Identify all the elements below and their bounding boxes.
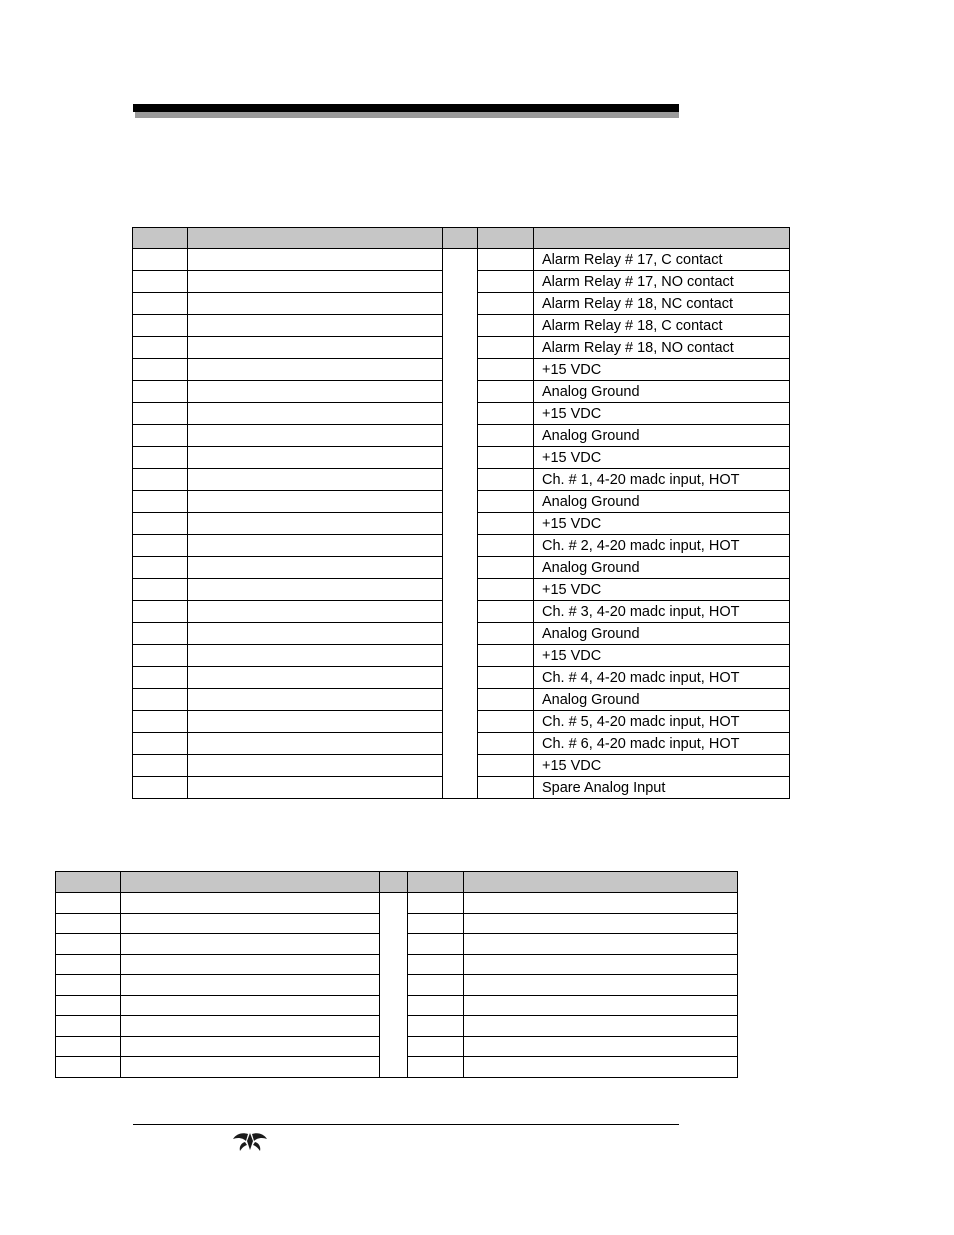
table-cell <box>478 315 534 337</box>
table-cell <box>478 293 534 315</box>
header-rule <box>133 104 679 112</box>
table-row <box>133 337 790 359</box>
gap-cell <box>380 913 408 934</box>
gap-cell <box>443 491 478 513</box>
table-row <box>133 689 790 711</box>
table-cell <box>478 755 534 777</box>
table-cell <box>478 689 534 711</box>
description-cell <box>464 975 738 996</box>
table-row <box>133 513 790 535</box>
gap-cell <box>380 1057 408 1078</box>
table-cell <box>478 733 534 755</box>
table-row <box>133 315 790 337</box>
description-cell <box>464 1016 738 1037</box>
header-cell <box>56 872 121 893</box>
table-row <box>56 1036 738 1057</box>
gap-cell <box>380 954 408 975</box>
table-cell <box>408 1036 464 1057</box>
table-cell <box>56 1016 121 1037</box>
description-cell: Ch. # 5, 4-20 madc input, HOT <box>534 711 790 733</box>
table-cell <box>56 954 121 975</box>
table-cell <box>133 337 188 359</box>
table-cell <box>188 513 443 535</box>
table-cell <box>121 995 380 1016</box>
table-row <box>56 913 738 934</box>
gap-cell <box>380 1036 408 1057</box>
table-cell <box>133 315 188 337</box>
header-cell <box>443 228 478 249</box>
table-cell <box>121 893 380 914</box>
table-cell <box>133 667 188 689</box>
header-cell <box>464 872 738 893</box>
table-row <box>133 403 790 425</box>
table-cell <box>133 711 188 733</box>
description-cell: +15 VDC <box>534 579 790 601</box>
table-cell <box>121 1036 380 1057</box>
gap-cell <box>443 733 478 755</box>
table-cell <box>133 513 188 535</box>
table-row <box>133 491 790 513</box>
description-cell: Ch. # 1, 4-20 madc input, HOT <box>534 469 790 491</box>
description-cell: Analog Ground <box>534 689 790 711</box>
teledyne-logo-icon <box>232 1130 268 1152</box>
table-row <box>56 893 738 914</box>
gap-cell <box>443 337 478 359</box>
table-row <box>133 623 790 645</box>
gap-cell <box>380 975 408 996</box>
table-cell <box>188 469 443 491</box>
table-cell <box>56 1036 121 1057</box>
table-cell <box>133 733 188 755</box>
table-row <box>133 293 790 315</box>
table-cell <box>133 293 188 315</box>
table-cell <box>478 271 534 293</box>
table-cell <box>478 447 534 469</box>
table-cell <box>133 271 188 293</box>
description-cell: Alarm Relay # 18, C contact <box>534 315 790 337</box>
table-cell <box>188 425 443 447</box>
pin-table-2 <box>55 871 738 1078</box>
gap-cell <box>443 579 478 601</box>
table-row <box>56 995 738 1016</box>
table-row <box>133 535 790 557</box>
table-row <box>133 733 790 755</box>
table-cell <box>133 425 188 447</box>
gap-cell <box>443 315 478 337</box>
table-row <box>133 447 790 469</box>
table-row <box>133 359 790 381</box>
table-cell <box>121 975 380 996</box>
description-cell <box>464 934 738 955</box>
table-row <box>133 381 790 403</box>
table-row <box>133 711 790 733</box>
table-cell <box>56 975 121 996</box>
table-cell <box>188 601 443 623</box>
table-cell <box>478 249 534 271</box>
table-cell <box>188 733 443 755</box>
table-cell <box>188 293 443 315</box>
table-cell <box>188 403 443 425</box>
table-cell <box>133 469 188 491</box>
gap-cell <box>443 645 478 667</box>
table-row <box>133 557 790 579</box>
gap-cell <box>443 249 478 271</box>
gap-cell <box>380 1016 408 1037</box>
table-row <box>56 975 738 996</box>
table-cell <box>478 557 534 579</box>
description-cell: +15 VDC <box>534 359 790 381</box>
table-cell <box>478 381 534 403</box>
table-cell <box>478 777 534 799</box>
description-cell: Analog Ground <box>534 557 790 579</box>
header-rule-shadow <box>135 112 679 118</box>
gap-cell <box>443 359 478 381</box>
table-cell <box>133 535 188 557</box>
table-cell <box>478 667 534 689</box>
gap-cell <box>380 995 408 1016</box>
pin-table-1 <box>132 227 790 799</box>
gap-cell <box>443 601 478 623</box>
table-cell <box>188 579 443 601</box>
description-cell <box>464 913 738 934</box>
table-cell <box>56 1057 121 1078</box>
table-cell <box>133 249 188 271</box>
gap-cell <box>443 293 478 315</box>
gap-cell <box>443 623 478 645</box>
description-cell: Alarm Relay # 18, NC contact <box>534 293 790 315</box>
table-cell <box>133 403 188 425</box>
table-cell <box>408 913 464 934</box>
description-cell: Ch. # 6, 4-20 madc input, HOT <box>534 733 790 755</box>
header-cell <box>133 228 188 249</box>
description-cell <box>464 893 738 914</box>
table-cell <box>188 381 443 403</box>
table-cell <box>121 954 380 975</box>
description-cell <box>464 954 738 975</box>
gap-cell <box>443 271 478 293</box>
footer-rule <box>133 1124 679 1125</box>
table-cell <box>408 1057 464 1078</box>
gap-cell <box>443 777 478 799</box>
table-cell <box>408 934 464 955</box>
description-cell: Spare Analog Input <box>534 777 790 799</box>
table-cell <box>133 623 188 645</box>
gap-cell <box>443 447 478 469</box>
table-cell <box>121 1057 380 1078</box>
table-cell <box>188 249 443 271</box>
table-cell <box>133 689 188 711</box>
table-cell <box>478 601 534 623</box>
description-cell: Alarm Relay # 18, NO contact <box>534 337 790 359</box>
table-row <box>56 934 738 955</box>
gap-cell <box>443 711 478 733</box>
table-row <box>133 645 790 667</box>
table-cell <box>478 469 534 491</box>
table-cell <box>188 557 443 579</box>
table-cell <box>188 271 443 293</box>
table-cell <box>133 645 188 667</box>
gap-cell <box>380 934 408 955</box>
table-row <box>133 579 790 601</box>
table-row <box>56 1016 738 1037</box>
table-cell <box>188 755 443 777</box>
table-cell <box>188 491 443 513</box>
table-cell <box>188 623 443 645</box>
description-cell <box>464 1057 738 1078</box>
table-cell <box>133 557 188 579</box>
description-cell <box>464 995 738 1016</box>
table-cell <box>133 777 188 799</box>
table-cell <box>188 689 443 711</box>
table-cell <box>56 934 121 955</box>
table-cell <box>408 954 464 975</box>
table-cell <box>478 491 534 513</box>
table-cell <box>188 359 443 381</box>
description-cell: +15 VDC <box>534 755 790 777</box>
table-cell <box>478 711 534 733</box>
table-cell <box>408 893 464 914</box>
gap-cell <box>380 893 408 914</box>
table-cell <box>408 995 464 1016</box>
table-cell <box>478 623 534 645</box>
table-cell <box>478 645 534 667</box>
description-cell: Alarm Relay # 17, C contact <box>534 249 790 271</box>
gap-cell <box>443 557 478 579</box>
description-cell: Analog Ground <box>534 623 790 645</box>
table-cell <box>478 359 534 381</box>
description-cell <box>464 1036 738 1057</box>
description-cell: Alarm Relay # 17, NO contact <box>534 271 790 293</box>
table-row <box>56 1057 738 1078</box>
table-header-row <box>56 872 738 893</box>
table-cell <box>408 975 464 996</box>
table-row <box>133 249 790 271</box>
table-cell <box>56 893 121 914</box>
table-cell <box>133 491 188 513</box>
description-cell: +15 VDC <box>534 513 790 535</box>
table-cell <box>121 913 380 934</box>
table-cell <box>133 755 188 777</box>
header-cell <box>380 872 408 893</box>
table-cell <box>133 359 188 381</box>
table-cell <box>133 381 188 403</box>
gap-cell <box>443 535 478 557</box>
header-cell <box>188 228 443 249</box>
gap-cell <box>443 403 478 425</box>
table-cell <box>478 513 534 535</box>
gap-cell <box>443 755 478 777</box>
gap-cell <box>443 425 478 447</box>
table-cell <box>188 337 443 359</box>
description-cell: +15 VDC <box>534 645 790 667</box>
table-row <box>133 667 790 689</box>
table-cell <box>188 535 443 557</box>
header-cell <box>408 872 464 893</box>
table-row <box>133 271 790 293</box>
table-cell <box>188 711 443 733</box>
table-row <box>133 469 790 491</box>
description-cell: Ch. # 2, 4-20 madc input, HOT <box>534 535 790 557</box>
table-cell <box>121 1016 380 1037</box>
description-cell: Analog Ground <box>534 381 790 403</box>
description-cell: Analog Ground <box>534 425 790 447</box>
description-cell: Ch. # 3, 4-20 madc input, HOT <box>534 601 790 623</box>
table-row <box>133 425 790 447</box>
gap-cell <box>443 667 478 689</box>
table-cell <box>408 1016 464 1037</box>
table-cell <box>478 337 534 359</box>
table-cell <box>133 601 188 623</box>
table-cell <box>188 315 443 337</box>
header-cell <box>534 228 790 249</box>
table-cell <box>188 645 443 667</box>
table-cell <box>188 667 443 689</box>
table-cell <box>478 403 534 425</box>
header-cell <box>121 872 380 893</box>
gap-cell <box>443 381 478 403</box>
table-row <box>133 601 790 623</box>
table-row <box>133 777 790 799</box>
table-cell <box>133 579 188 601</box>
gap-cell <box>443 513 478 535</box>
description-cell: +15 VDC <box>534 403 790 425</box>
table-cell <box>188 447 443 469</box>
gap-cell <box>443 469 478 491</box>
header-cell <box>478 228 534 249</box>
table-cell <box>188 777 443 799</box>
table-cell <box>56 913 121 934</box>
table-cell <box>478 579 534 601</box>
table-row <box>56 954 738 975</box>
table-header-row <box>133 228 790 249</box>
description-cell: Ch. # 4, 4-20 madc input, HOT <box>534 667 790 689</box>
table-cell <box>478 425 534 447</box>
table-cell <box>121 934 380 955</box>
description-cell: +15 VDC <box>534 447 790 469</box>
gap-cell <box>443 689 478 711</box>
table-cell <box>478 535 534 557</box>
table-row <box>133 755 790 777</box>
description-cell: Analog Ground <box>534 491 790 513</box>
table-cell <box>56 995 121 1016</box>
table-cell <box>133 447 188 469</box>
